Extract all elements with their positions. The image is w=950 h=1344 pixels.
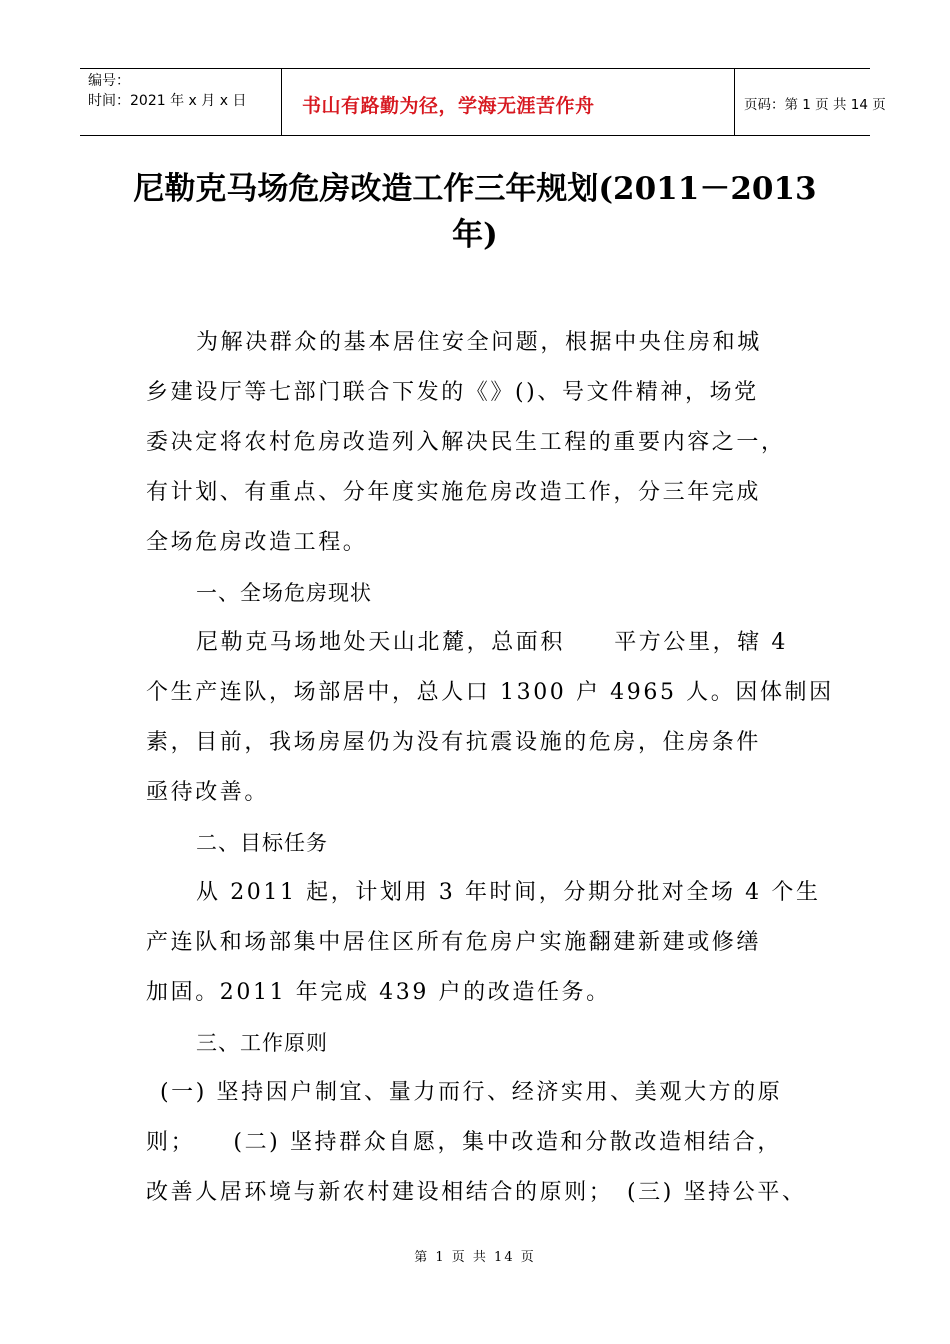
serial-number-label: 编号：	[88, 73, 130, 89]
page-footer: 第 1 页 共 14 页	[414, 1250, 536, 1265]
document-body	[146, 318, 834, 1218]
body-line: 乡建设厅等七部门联合下发的《》()、号文件精神，场党	[146, 380, 759, 405]
body-line: 个生产连队，场部居中，总人口 1300 户 4965 人。因体制因	[146, 680, 834, 705]
section-heading: 一、全场危房现状	[196, 581, 372, 605]
section-heading: 三、工作原则	[196, 1031, 328, 1055]
header-motto-cell	[282, 69, 735, 135]
body-line: 尼勒克马场地处天山北麓，总面积 平方公里，辖 4	[196, 630, 788, 655]
body-line: 有计划、有重点、分年度实施危房改造工作，分三年完成	[146, 480, 762, 505]
body-line: 全场危房改造工程。	[146, 530, 368, 555]
header-motto: 书山有路勤为径，学海无涯苦作舟	[302, 95, 595, 117]
document-title	[130, 166, 820, 258]
body-line: 则； (二) 坚持群众自愿，集中改造和分散改造相结合，	[146, 1130, 782, 1155]
section-heading: 二、目标任务	[196, 831, 328, 855]
body-line: 改善人居环境与新农村建设相结合的原则； (三) 坚持公平、	[146, 1180, 807, 1205]
title-line-2: 年)	[452, 217, 498, 253]
body-line: 从 2011 起，计划用 3 年时间，分期分批对全场 4 个生	[196, 880, 821, 905]
body-line: 加固。2011 年完成 439 户的改造任务。	[146, 980, 611, 1005]
title-line-1: 尼勒克马场危房改造工作三年规划(2011－2013	[133, 171, 817, 207]
body-line: (一) 坚持因户制宜、量力而行、经济实用、美观大方的原	[160, 1080, 783, 1105]
body-line: 产连队和场部集中居住区所有危房户实施翻建新建或修缮	[146, 930, 762, 955]
header-page-info: 页码：第 1 页 共 14 页	[744, 97, 886, 113]
body-line: 亟待改善。	[146, 780, 270, 805]
date-label: 时间：2021 年 x 月 x 日	[88, 93, 247, 109]
body-line: 为解决群众的基本居住安全问题，根据中央住房和城	[196, 330, 762, 355]
header-meta	[80, 69, 282, 135]
body-line: 素，目前，我场房屋仍为没有抗震设施的危房，住房条件	[146, 730, 762, 755]
body-line: 委决定将农村危房改造列入解决民生工程的重要内容之一，	[146, 430, 786, 455]
document-header	[80, 68, 886, 136]
